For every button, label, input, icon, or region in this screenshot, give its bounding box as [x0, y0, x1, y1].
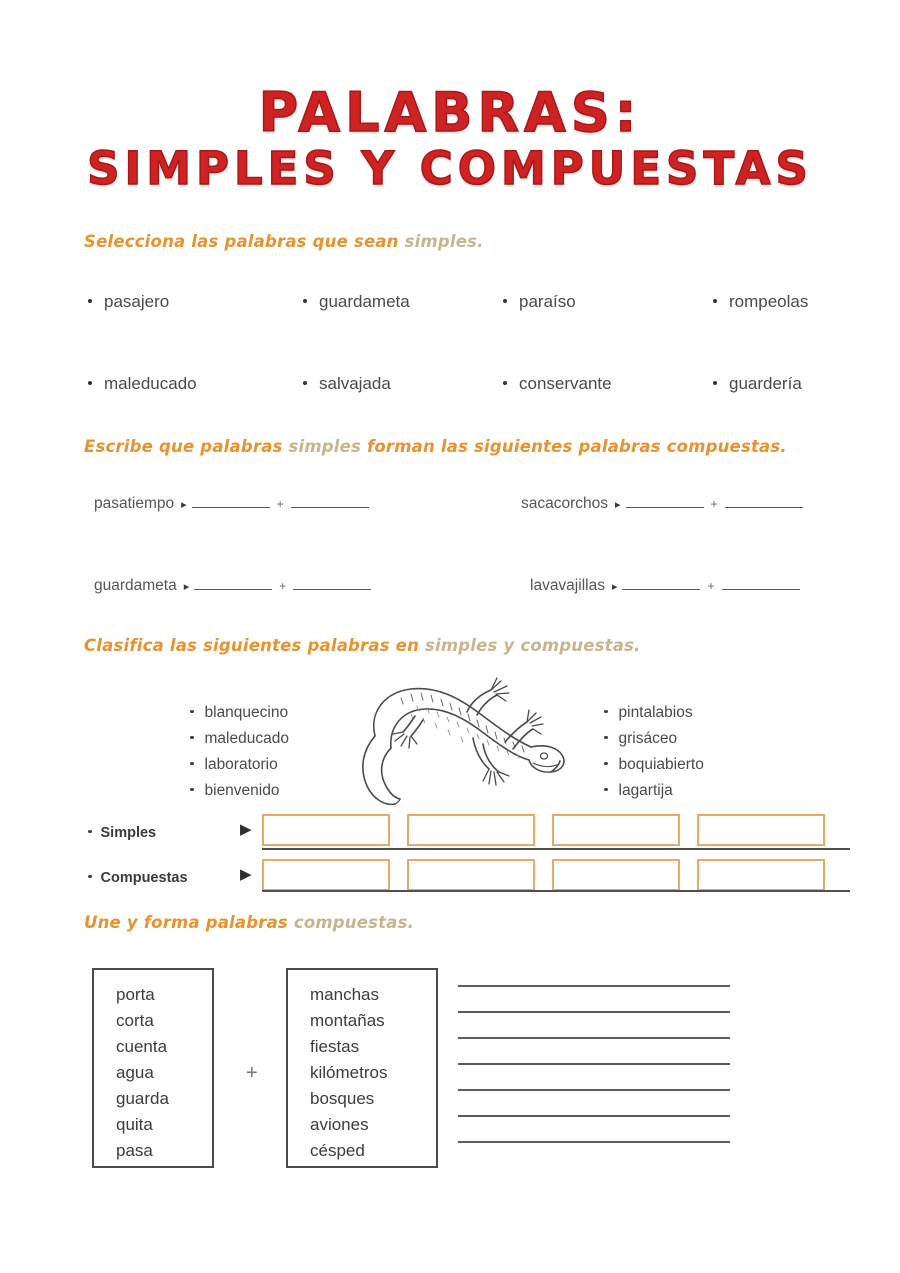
bullet-icon: [88, 830, 92, 834]
answer-blank-1[interactable]: [626, 497, 704, 508]
simples-answer-boxes: [262, 814, 840, 846]
word-label: conservante: [519, 374, 612, 393]
plus-sign: +: [276, 497, 284, 511]
word-label: boquiabierto: [618, 756, 704, 773]
answer-line[interactable]: [458, 1011, 730, 1013]
exercise2-instruction-soft: simples: [288, 437, 362, 456]
word-label: fiestas: [310, 1037, 360, 1056]
bullet-icon: [190, 762, 194, 766]
plus-sign: +: [710, 497, 718, 511]
answer-blank-1[interactable]: [192, 497, 270, 508]
exercise4-instruction-main: Une y forma palabras: [84, 913, 294, 932]
plus-sign: +: [246, 1062, 258, 1084]
answer-box[interactable]: [697, 814, 825, 846]
bullet-icon: [604, 788, 608, 792]
row-label-simples: [88, 825, 156, 841]
compound-fill-row: [530, 577, 800, 595]
compuestas-answer-boxes: [262, 859, 840, 891]
word-label: grisáceo: [618, 730, 678, 747]
list-item[interactable]: [604, 778, 704, 804]
arrow-right-icon: ▶: [240, 866, 252, 883]
exercise4-instruction: [84, 913, 414, 932]
lizard-icon: [355, 668, 585, 813]
word-label: aviones: [310, 1115, 369, 1134]
exercise3-instruction-soft: simples y compuestas.: [424, 636, 641, 655]
exercise2-instruction-main: Escribe que palabras: [84, 437, 289, 456]
arrow-right-icon: ▸: [611, 581, 618, 593]
bullet-icon: [604, 736, 608, 740]
answer-line[interactable]: [458, 1063, 730, 1065]
list-item[interactable]: [190, 752, 289, 778]
word-label: maleducado: [204, 730, 289, 747]
compound-word-label: pasatiempo: [94, 495, 175, 512]
bullet-icon: [190, 788, 194, 792]
compound-fill-row: [521, 495, 803, 513]
bullet-icon: [713, 299, 717, 303]
answer-blank-2[interactable]: [293, 579, 371, 590]
list-item[interactable]: [116, 982, 212, 1008]
word-option[interactable]: [503, 292, 713, 312]
compound-word-label: lavavajillas: [530, 577, 605, 594]
list-item[interactable]: [310, 1008, 436, 1034]
word-label: pasa: [116, 1141, 153, 1160]
answer-box[interactable]: [697, 859, 825, 891]
answer-box[interactable]: [407, 859, 535, 891]
bullet-icon: [604, 762, 608, 766]
answer-blank-1[interactable]: [194, 579, 272, 590]
word-label: maleducado: [104, 374, 197, 393]
list-item[interactable]: [116, 1138, 212, 1164]
exercise2-instruction-tail: forman las siguientes palabras compuestas.: [361, 437, 787, 456]
answer-blank-1[interactable]: [622, 579, 700, 590]
word-label: césped: [310, 1141, 365, 1160]
list-item[interactable]: [310, 1112, 436, 1138]
exercise3-left-word-list: [190, 700, 289, 804]
list-item[interactable]: [310, 1086, 436, 1112]
list-item[interactable]: [116, 1112, 212, 1138]
word-label: pintalabios: [618, 704, 693, 721]
answer-line[interactable]: [458, 1141, 730, 1143]
list-item[interactable]: [116, 1034, 212, 1060]
bullet-icon: [713, 381, 717, 385]
word-label: guardameta: [319, 292, 410, 311]
word-label: agua: [116, 1063, 154, 1082]
word-option[interactable]: [503, 374, 713, 394]
answer-box[interactable]: [262, 814, 390, 846]
bullet-icon: [88, 299, 92, 303]
word-option[interactable]: [713, 374, 888, 394]
exercise3-right-word-list: [604, 700, 704, 804]
word-label: salvajada: [319, 374, 391, 393]
title-line-2: SIMPLES Y COMPUESTAS: [87, 142, 813, 195]
exercise4-answer-lines: [458, 985, 730, 1167]
word-label: guarda: [116, 1089, 169, 1108]
exercise1-instruction-main: Selecciona las palabras que sean: [84, 232, 405, 251]
arrow-right-icon: ▸: [183, 581, 190, 593]
word-option[interactable]: [303, 374, 503, 394]
exercise4-instruction-soft: compuestas.: [293, 913, 415, 932]
exercise1-word-grid: [88, 292, 888, 394]
compound-word-label: guardameta: [94, 577, 177, 594]
bullet-icon: [303, 381, 307, 385]
arrow-right-icon: ▸: [181, 499, 187, 511]
word-label: corta: [116, 1011, 154, 1030]
list-item[interactable]: [310, 1138, 436, 1164]
list-item[interactable]: [604, 752, 704, 778]
word-label: quita: [116, 1115, 153, 1134]
word-option[interactable]: [713, 292, 888, 312]
word-label: montañas: [310, 1011, 385, 1030]
arrow-right-icon: ▶: [240, 821, 252, 838]
bullet-icon: [88, 875, 92, 879]
word-label: bienvenido: [204, 782, 280, 799]
arrow-right-icon: ▸: [615, 499, 621, 511]
plus-sign: +: [707, 579, 715, 593]
exercise2-instruction: [84, 437, 787, 456]
list-item[interactable]: [604, 700, 704, 726]
title-line-1: PALABRAS:: [258, 81, 642, 144]
list-item[interactable]: [190, 700, 289, 726]
word-label: cuenta: [116, 1037, 168, 1056]
compound-fill-row: [94, 577, 371, 595]
answer-blank-2[interactable]: [722, 579, 800, 590]
bullet-icon: [503, 381, 507, 385]
exercise1-instruction-soft: simples.: [404, 232, 484, 251]
answer-blank-2[interactable]: [291, 497, 369, 508]
exercise1-instruction: [84, 232, 484, 251]
list-item[interactable]: [310, 1060, 436, 1086]
bullet-icon: [190, 736, 194, 740]
list-item[interactable]: [116, 1008, 212, 1034]
bullet-icon: [503, 299, 507, 303]
word-label: porta: [116, 985, 155, 1004]
row-label-text: Simples: [100, 825, 157, 841]
list-item[interactable]: [116, 1060, 212, 1086]
bullet-icon: [303, 299, 307, 303]
word-label: manchas: [310, 985, 379, 1004]
answer-line[interactable]: [458, 1037, 730, 1039]
simples-baseline-rule: [262, 848, 850, 850]
list-item[interactable]: [310, 1034, 436, 1060]
word-label: pasajero: [104, 292, 170, 311]
exercise3-instruction-main: Clasifica las siguientes palabras en: [84, 636, 425, 655]
answer-box[interactable]: [552, 814, 680, 846]
prefix-word-box: [92, 968, 214, 1168]
row-label-text: Compuestas: [100, 870, 188, 886]
classification-row-compuestas: [88, 859, 848, 901]
compound-fill-row: [94, 495, 369, 513]
row-label-compuestas: [88, 870, 188, 886]
word-label: paraíso: [519, 292, 576, 311]
word-label: kilómetros: [310, 1063, 388, 1082]
list-item[interactable]: [310, 982, 436, 1008]
word-label: lagartija: [618, 782, 673, 799]
word-label: bosques: [310, 1089, 375, 1108]
word-label: blanquecino: [204, 704, 289, 721]
answer-line[interactable]: [458, 1115, 730, 1117]
answer-line[interactable]: [458, 1089, 730, 1091]
list-item[interactable]: [190, 778, 289, 804]
word-label: guardería: [729, 374, 802, 393]
answer-blank-2[interactable]: [725, 497, 803, 508]
answer-box[interactable]: [262, 859, 390, 891]
exercise3-instruction: [84, 636, 641, 655]
bullet-icon: [88, 381, 92, 385]
list-item[interactable]: [190, 726, 289, 752]
bullet-icon: [190, 710, 194, 714]
plus-sign: +: [279, 579, 287, 593]
list-item[interactable]: [604, 726, 704, 752]
page-title: [0, 81, 900, 195]
list-item[interactable]: [116, 1086, 212, 1112]
word-option[interactable]: [88, 292, 303, 312]
answer-box[interactable]: [552, 859, 680, 891]
compuestas-baseline-rule: [262, 890, 850, 892]
compound-word-label: sacacorchos: [521, 495, 609, 512]
word-label: rompeolas: [729, 292, 809, 311]
word-option[interactable]: [303, 292, 503, 312]
bullet-icon: [604, 710, 608, 714]
answer-line[interactable]: [458, 985, 730, 987]
suffix-word-box: [286, 968, 438, 1168]
word-label: laboratorio: [204, 756, 278, 773]
answer-box[interactable]: [407, 814, 535, 846]
word-option[interactable]: [88, 374, 303, 394]
